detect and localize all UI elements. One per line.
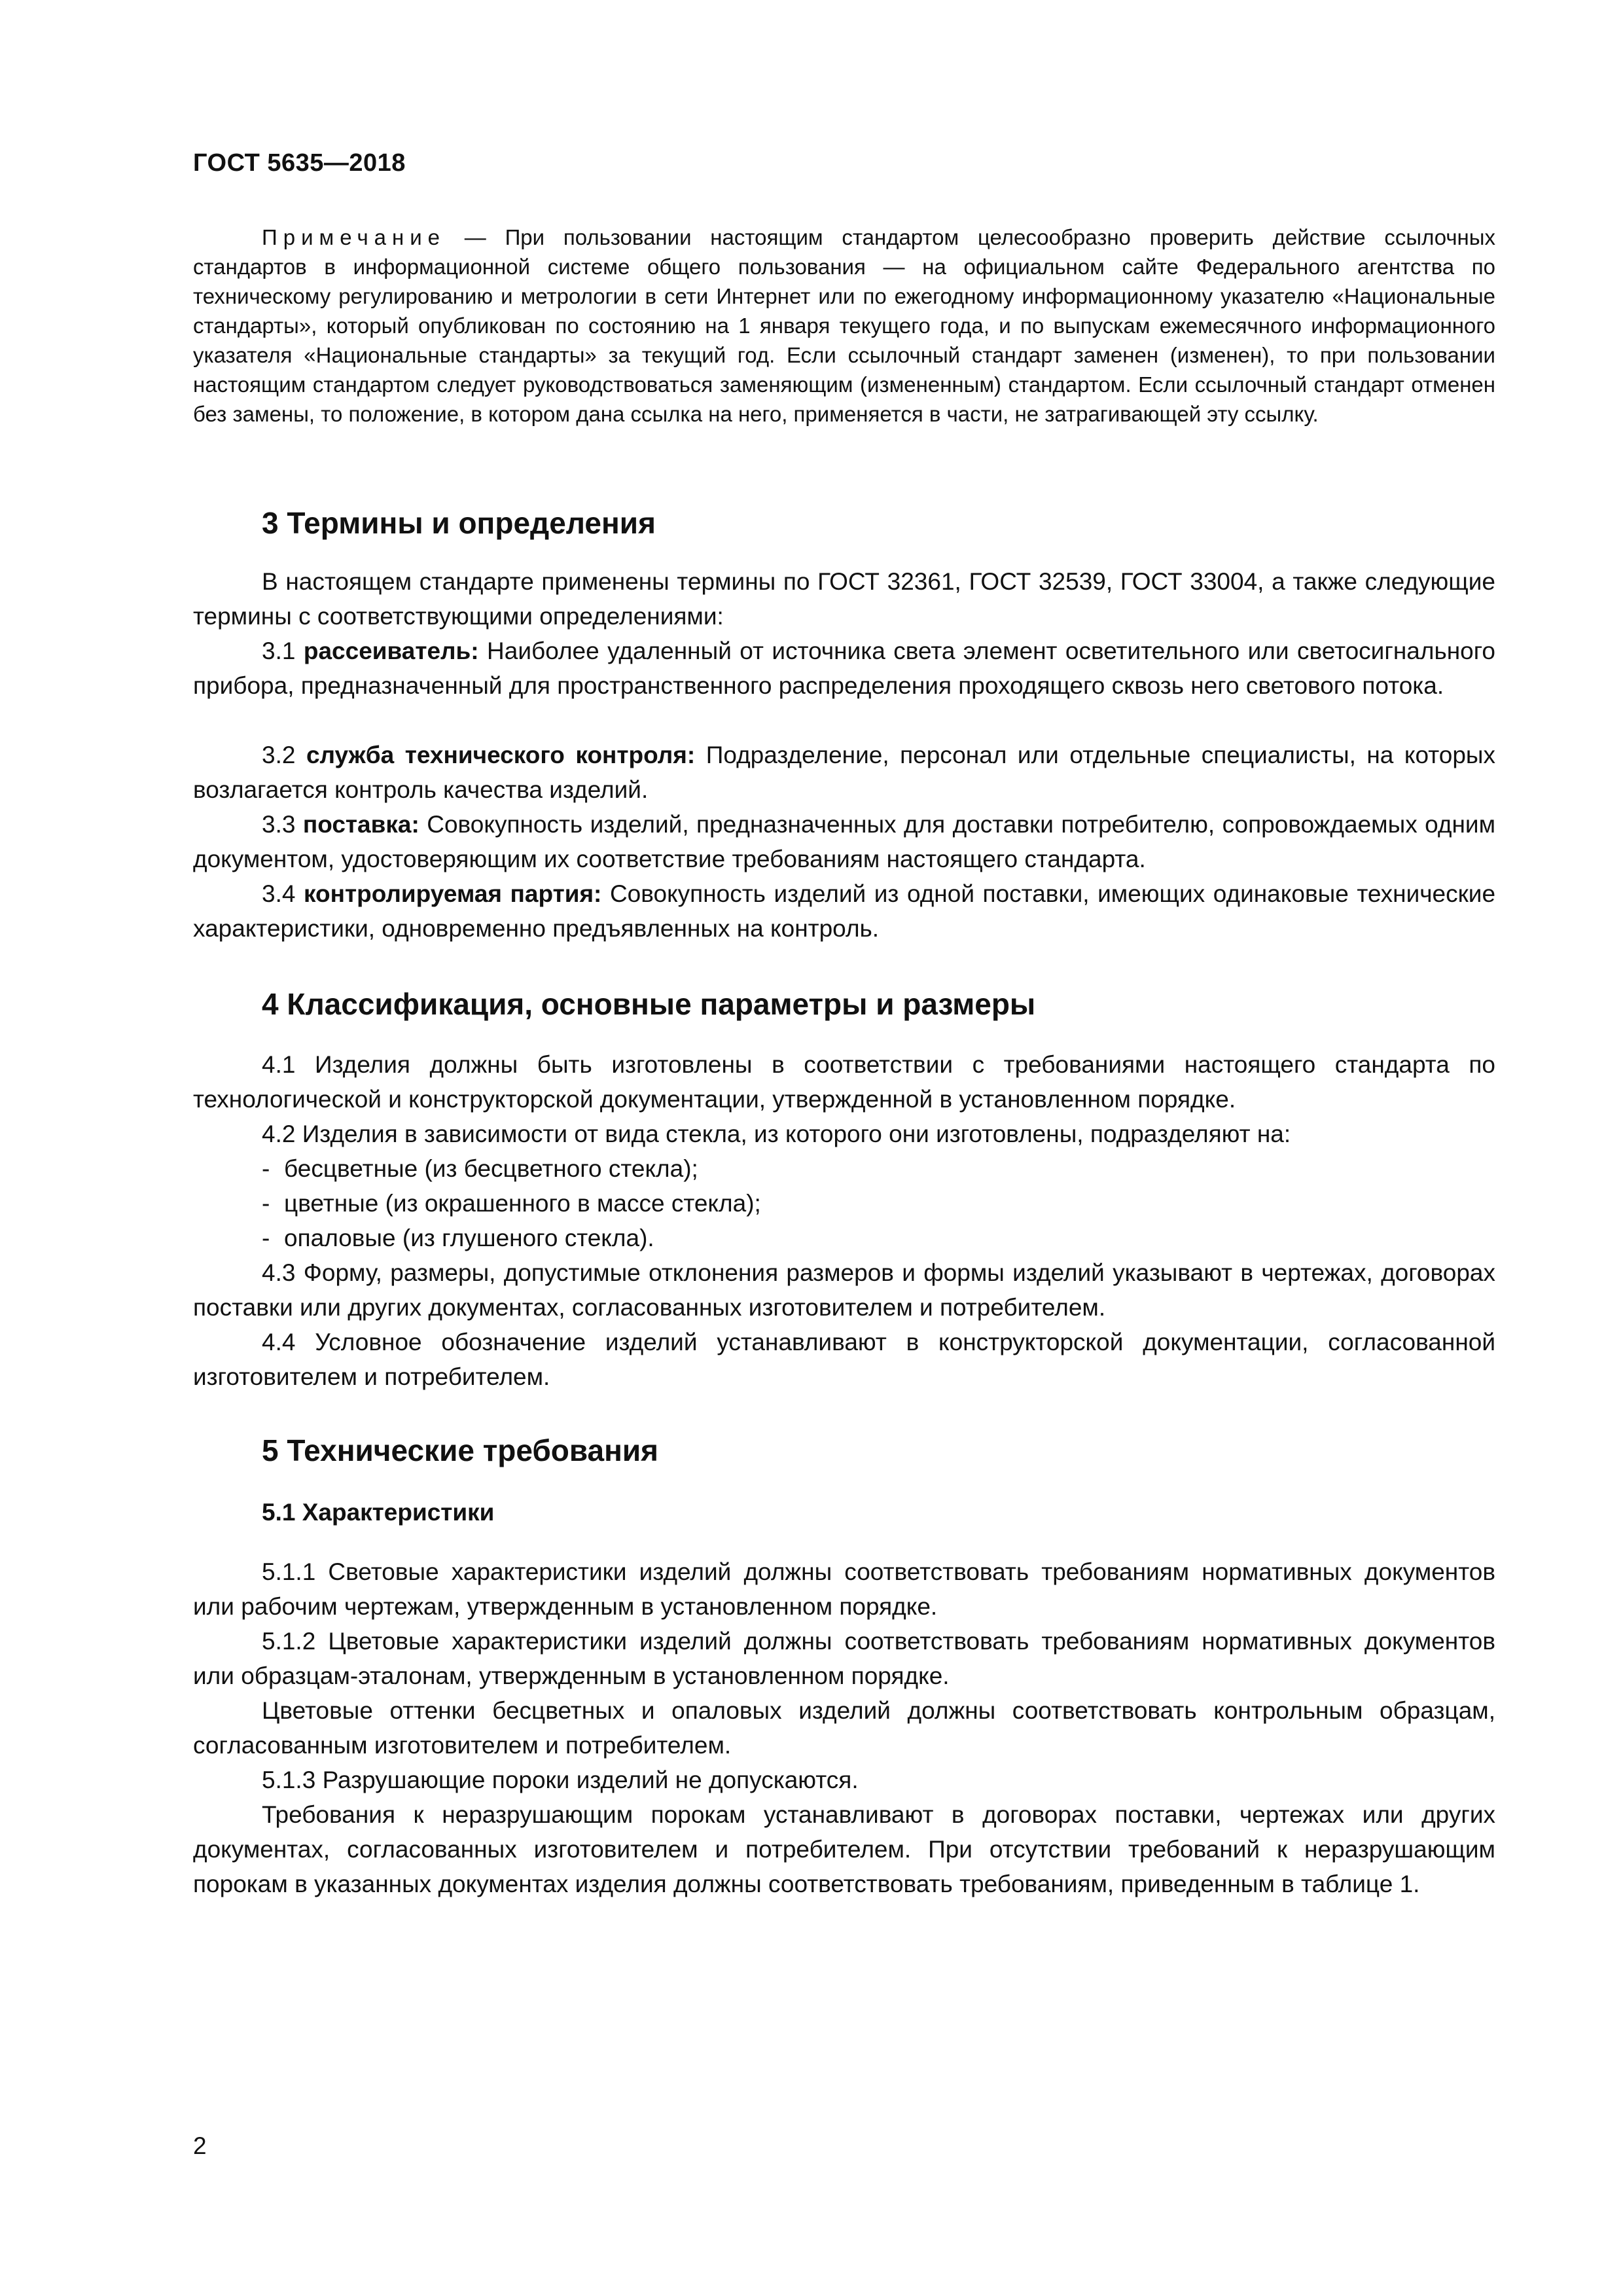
document-id: ГОСТ 5635—2018 — [193, 149, 406, 177]
term-3-1 — [193, 634, 1495, 703]
term-definition: Совокупность изделий из одной поставки, имеющих одинаковые технические характеристики, одновременно предъявленных на контроль. — [193, 880, 1496, 942]
paragraph-color-shades: Цветовые оттенки бесцветных и опаловых изделий должны соответствовать контрольным образцам, согласованным изготовителем и потребителем. — [193, 1697, 1495, 1759]
list-dash: - — [262, 1225, 270, 1251]
term-number: 3.4 — [262, 880, 296, 907]
section-3-heading: 3 Термины и определения — [262, 506, 656, 540]
page-number: 2 — [193, 2132, 207, 2159]
paragraph-defect-requirements: Требования к неразрушающим порокам устанавливают в договорах поставки, чертежах или других документах, согласованных изготовителем и потребителем. При отсутствии требований к неразрушающим порокам в указанных документах изделия должны соответствовать требованиям, приведенным в таблице 1. — [193, 1801, 1495, 1897]
term-number: 3.1 — [262, 637, 296, 664]
term-name: служба технического контроля: — [306, 742, 696, 768]
section-5-heading: 5 Технические требования — [262, 1433, 658, 1467]
term-number: 3.3 — [262, 811, 296, 838]
list-item: - цветные (из окрашенного в массе стекла); — [262, 1186, 761, 1221]
paragraph-4-1: 4.1 Изделия должны быть изготовлены в соответствии с требованиями настоящего стандарта по технологической и конструкторской документации, утвержденной в установленном порядке. — [193, 1051, 1495, 1113]
term-3-3 — [193, 807, 1495, 876]
list-dash: - — [262, 1190, 270, 1217]
term-definition: Подразделение, персонал или отдельные специалисты, на которых возлагается контроль качества изделий. — [193, 742, 1495, 803]
subsection-5-1-heading: 5.1 Характеристики — [262, 1499, 495, 1526]
term-3-4 — [193, 876, 1495, 946]
paragraph-5-1-2: 5.1.2 Цветовые характеристики изделий должны соответствовать требованиям нормативных документов или образцам-эталонам, утвержденным в установленном порядке. — [193, 1628, 1495, 1689]
paragraph-4-4: 4.4 Условное обозначение изделий устанавливают в конструкторской документации, согласованной изготовителем и потребителем. — [193, 1329, 1495, 1390]
paragraph-4-2: 4.2 Изделия в зависимости от вида стекла, из которого они изготовлены, подразделяют на: — [262, 1121, 1291, 1147]
note-paragraph — [193, 223, 1495, 429]
term-name: контролируемая партия: — [304, 880, 602, 907]
list-item: - опаловые (из глушеного стекла). — [262, 1221, 654, 1255]
section-3-intro: В настоящем стандарте применены термины по ГОСТ 32361, ГОСТ 32539, ГОСТ 33004, а также следующие термины с соответствующими определениями: — [193, 568, 1495, 630]
list-dash: - — [262, 1155, 270, 1182]
note-text: — При пользовании настоящим стандартом целесообразно проверить действие ссылочных стандартов в информационной системе общего пользования — на официальном сайте Федерального агентства по техническому регулированию и метрологии в сети Интернет или по ежегодному информационному указателю «Национальные стандарты», который опубликован по состоянию на 1 января текущего года, и по выпускам ежемесячного информационного указателя «Национальные стандарты» за текущий год. Если ссылочный стандарт заменен (изменен), то при пользовании настоящим стандартом следует руководствоваться заменяющим (измененным) стандартом. Если ссылочный стандарт отменен без замены, то положение, в котором дана ссылка на него, применяется в части, не затрагивающей эту ссылку. — [193, 225, 1495, 426]
section-4-heading: 4 Классификация, основные параметры и размеры — [262, 987, 1036, 1021]
term-definition: Наиболее удаленный от источника света элемент осветительного или светосигнального прибора, предназначенный для пространственного распределения проходящего сквозь него светового потока. — [193, 637, 1495, 699]
term-definition: Совокупность изделий, предназначенных для доставки потребителю, сопровождаемых одним документом, удостоверяющим их соответствие требованиям настоящего стандарта. — [193, 811, 1496, 872]
paragraph-5-1-3: 5.1.3 Разрушающие пороки изделий не допускаются. — [262, 1767, 859, 1793]
list-item: - бесцветные (из бесцветного стекла); — [262, 1151, 698, 1186]
term-name: поставка: — [302, 811, 419, 838]
term-name: рассеиватель: — [303, 637, 479, 664]
note-label: Примечание — [262, 225, 446, 249]
paragraph-5-1-1: 5.1.1 Световые характеристики изделий должны соответствовать требованиям нормативных документов или рабочим чертежам, утвержденным в установленном порядке. — [193, 1558, 1495, 1620]
term-number: 3.2 — [262, 742, 296, 768]
paragraph-4-3: 4.3 Форму, размеры, допустимые отклонения размеров и формы изделий указывают в чертежах, договорах поставки или других документах, согласованных изготовителем и потребителем. — [193, 1259, 1495, 1321]
term-3-2 — [193, 738, 1495, 807]
